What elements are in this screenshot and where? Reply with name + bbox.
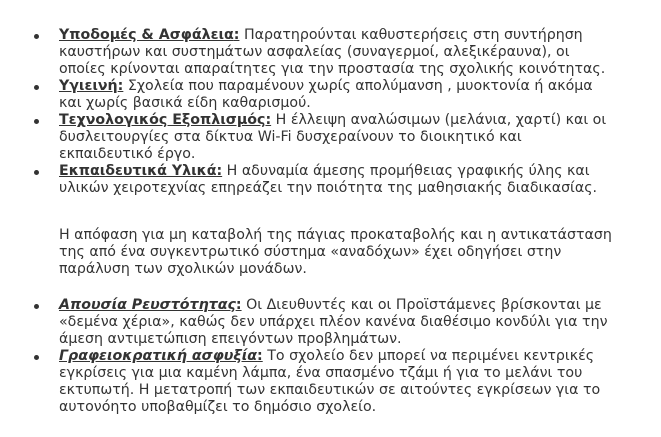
list-item-colon: :: [233, 27, 240, 43]
list-item-educational-materials: [59, 163, 619, 197]
consequences-list: [59, 297, 619, 416]
list-item-liquidity: [59, 297, 619, 348]
list-item-text: Το σχολείο δεν μπορεί να περιμένει κεντρικές εγκρίσεις για μια καμένη λάμπα, ένα σπασμένο τζάμι ή για το μελάνι του εκτυπωτή. Η μετατροπή των εκπαιδευτικών σε αιτούντες εγκρίσεων για το αυτονόητο υποβαθμίζει το δημόσιο σχολείο.: [59, 348, 601, 415]
list-item-text: Οι Διευθυντές και οι Προϊστάμενες βρίσκονται με «δεμένα χέρια», καθώς δεν υπάρχει πλέον κανένα διαθέσιμο κονδύλι για την άμεση αντιμετώπιση επειγόντων προβλημάτων.: [59, 297, 608, 347]
list-item-bureaucracy: [59, 348, 619, 416]
list-item-colon: :: [117, 78, 124, 94]
list-item-term: Εκπαιδευτικά Υλικά: [59, 163, 217, 179]
body-paragraph: Η απόφαση για μη καταβολή της πάγιας προκαταβολής και η αντικατάσταση της από ένα συγκεντρωτικό σύστημα «αναδόχων» έχει οδηγήσει στην παράλυση των σχολικών μονάδων.: [59, 227, 612, 277]
list-item-text: Σχολεία που παραμένουν χωρίς απολύμανση , μυοκτονία ή ακόμα και χωρίς βασικά είδη καθαρισμού.: [59, 78, 593, 111]
list-item-colon: :: [216, 163, 223, 179]
list-item-term: Απουσία Ρευστότητας: [59, 297, 236, 313]
list-item-text: Η αδυναμία άμεσης προμήθειας γραφικής ύλης και υλικών χειροτεχνίας επηρεάζει την ποιότητα της μαθησιακής διαδικασίας.: [59, 163, 598, 196]
list-item-text: Η έλλειψη αναλώσιμων (μελάνια, χαρτί) και οι δυσλειτουργίες στα δίκτυα Wi-Fi δυσχεραίνουν το διοικητικό και εκπαιδευτικό έργο.: [59, 112, 607, 162]
list-item-tech-equipment: [59, 112, 619, 163]
list-item-term: Γραφειοκρατική ασφυξία: [59, 348, 258, 364]
list-item-term: Υγιεινή: [59, 78, 118, 94]
list-item-term: Υποδομές & Ασφάλεια: [59, 27, 234, 43]
list-item-colon: :: [235, 297, 242, 313]
list-item-text: Παρατηρούνται καθυστερήσεις στη συντήρηση καυστήρων και συστημάτων ασφαλείας (συναγερμοί, αλεξικέραυνα), οι οποίες κρίνονται απαραίτητες για την προστασία της σχολικής κοινότητας.: [59, 27, 606, 77]
list-item-colon: :: [265, 112, 272, 128]
list-item-term: Τεχνολογικός Εξοπλισμός: [59, 112, 266, 128]
list-item-infrastructure: [59, 27, 619, 78]
list-item-hygiene: [59, 78, 619, 112]
list-item-colon: :: [257, 348, 263, 364]
issues-list: [59, 27, 619, 197]
